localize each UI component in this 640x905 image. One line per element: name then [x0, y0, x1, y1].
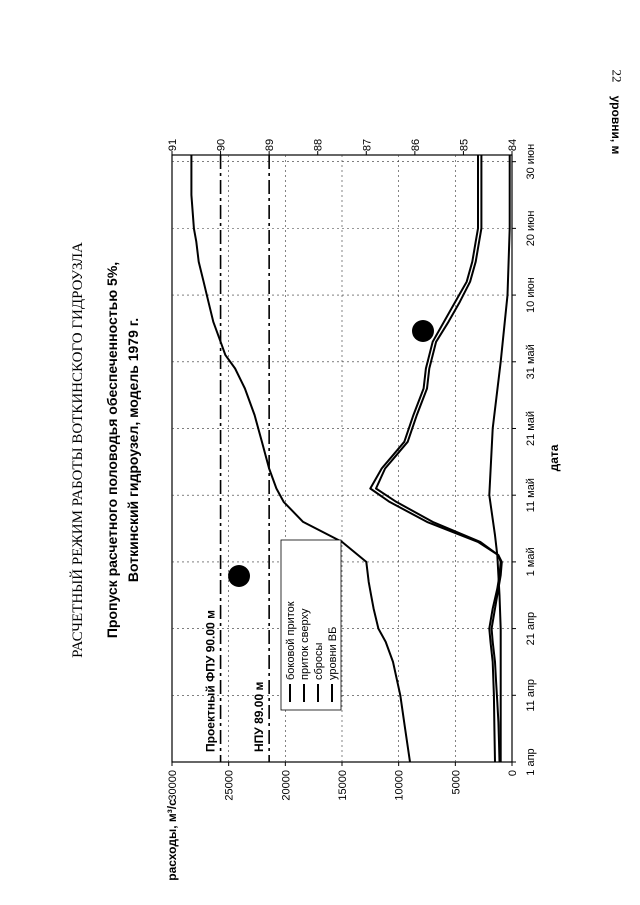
legend [281, 540, 341, 710]
date-tick-label: 21 апр [525, 611, 537, 646]
chart-title-line2: Воткинский гидроузел, модель 1979 г. [125, 317, 141, 583]
reference-line-label: НПУ 89.00 м [252, 681, 267, 752]
reference-line-label: Проектный ФПУ 90.00 м [203, 610, 218, 752]
date-tick-label: 11 апр [525, 678, 537, 712]
legend-label: боковой приток [285, 601, 297, 680]
date-tick-label: 1 май [525, 547, 537, 577]
date-tick-label: 21 май [525, 410, 537, 447]
page-heading: РАСЧЕТНЫЙ РЕЖИМ РАБОТЫ ВОТКИНСКОГО ГИДРОУЗЛА [70, 242, 86, 658]
chart-title-line1: Пропуск расчетного половодья обеспеченностью 5%, [104, 261, 120, 639]
flow-tick-label: 15000 [337, 770, 349, 801]
series-line-1 [370, 155, 502, 762]
y-right-axis-label: уровни, м [609, 95, 623, 155]
date-tick-label: 20 июн [525, 210, 537, 247]
flow-tick-label: 30000 [167, 770, 179, 801]
legend-label: приток сверху [299, 608, 311, 680]
y-left-axis-label [165, 799, 179, 881]
level-tick-label: 85 [458, 138, 471, 152]
flow-tick-label: 0 [507, 770, 519, 777]
x-axis-label: дата [547, 444, 561, 472]
legend-label: уровни ВБ [327, 626, 339, 680]
legend-label: сбросы [313, 642, 325, 680]
date-tick-label: 10 июн [525, 277, 537, 313]
level-tick-label: 91 [167, 138, 179, 152]
flow-tick-label: 10000 [393, 770, 406, 801]
y-left-axis-label-text: расходы, м³/с [165, 799, 179, 881]
level-tick-label: 88 [312, 138, 325, 152]
level-tick-label: 90 [215, 138, 228, 152]
page-number: 22 [609, 69, 625, 83]
level-tick-label: 87 [361, 138, 374, 152]
date-tick-label: 30 июн [525, 143, 537, 180]
date-tick-label: 11 май [525, 478, 537, 513]
plot-area [167, 139, 537, 801]
level-tick-label: 86 [409, 138, 422, 152]
level-tick-label: 84 [507, 138, 519, 152]
date-tick-label: 1 апр [525, 748, 537, 776]
flow-tick-label: 5000 [450, 770, 463, 795]
flow-tick-label: 20000 [280, 770, 293, 801]
date-tick-label: 31 май [525, 344, 537, 380]
level-tick-label: 89 [264, 138, 277, 152]
flow-tick-label: 25000 [223, 770, 236, 801]
